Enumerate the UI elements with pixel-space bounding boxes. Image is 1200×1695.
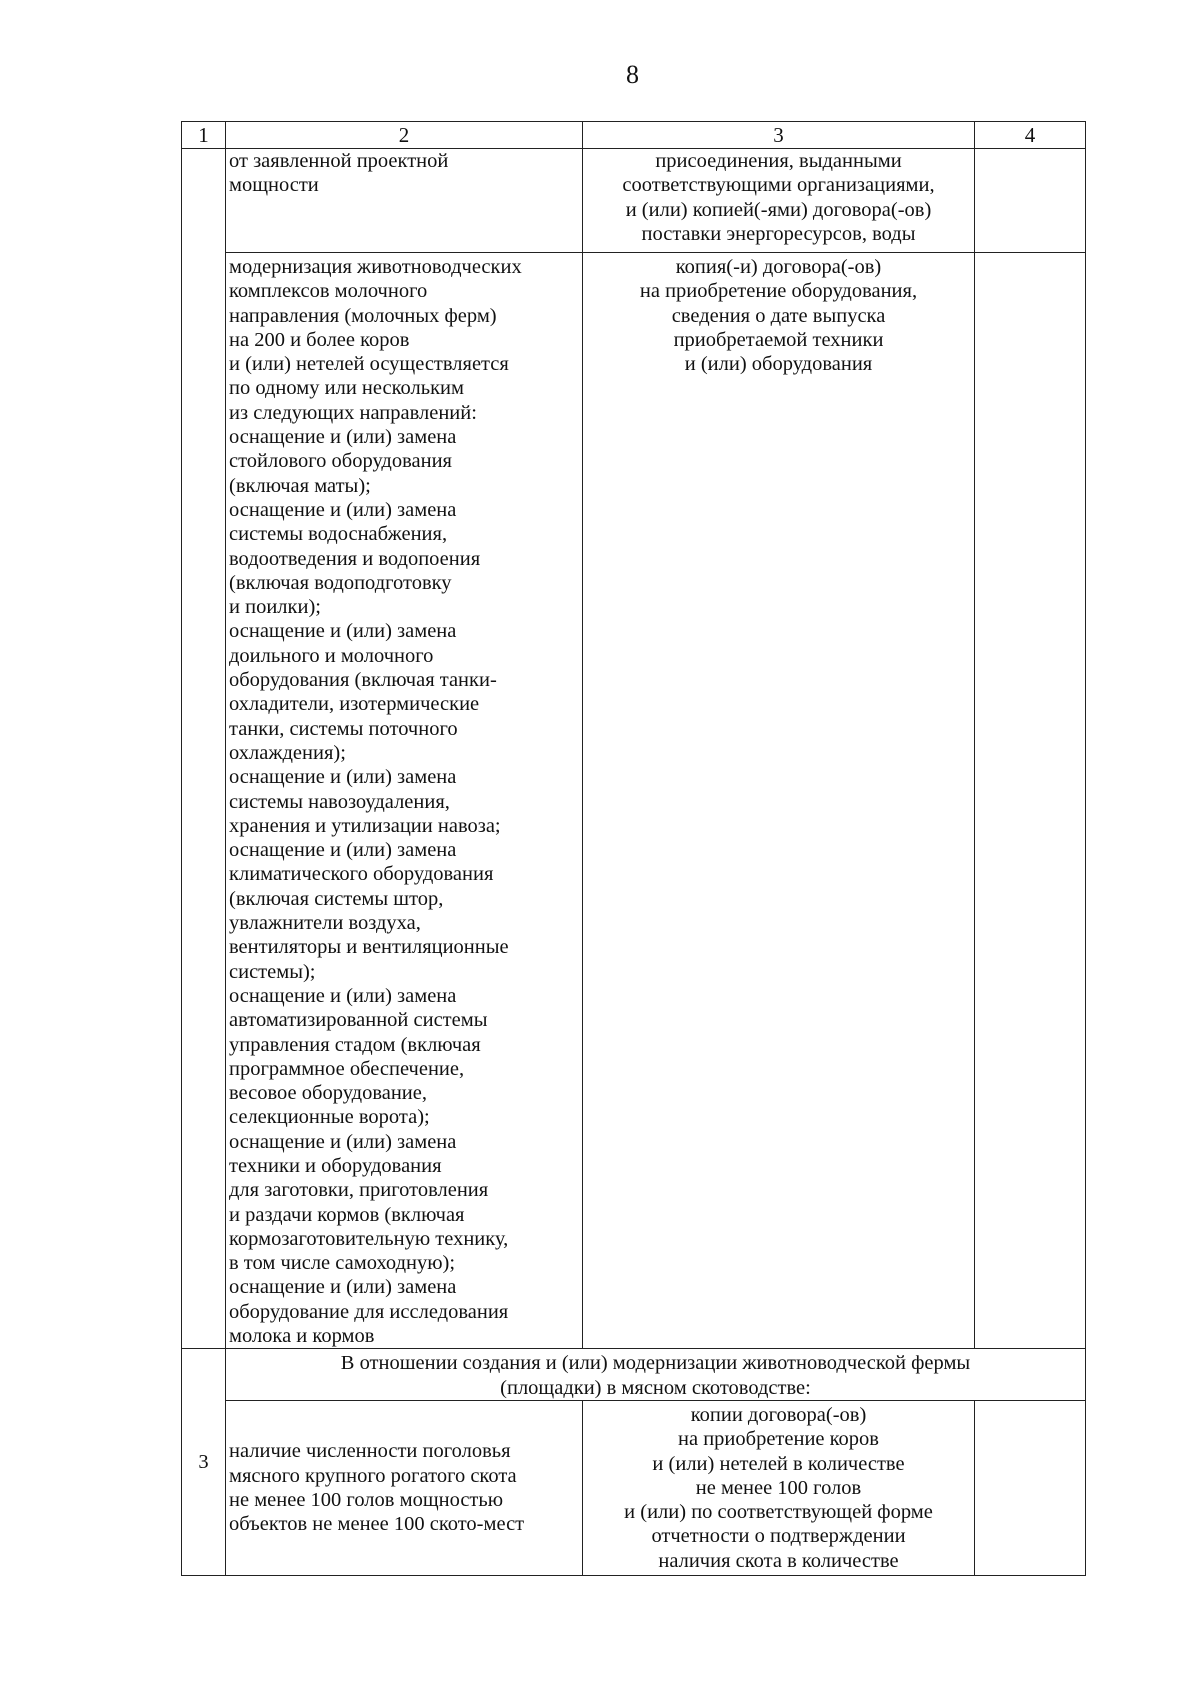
documents-cell: копии договора(-ов) на приобретение коров и (или) нетелей в количестве не менее 100 голов и (или) по соответствующей форме отчетности о подтверждении наличия скота в количестве [583, 1400, 975, 1575]
header-col-2: 2 [226, 122, 583, 149]
notes-cell [975, 253, 1086, 1349]
notes-cell [975, 149, 1086, 253]
criteria-cell: от заявленной проектной мощности [226, 149, 583, 253]
criteria-cell: наличие численности поголовья мясного крупного рогатого скота не менее 100 голов мощностью объектов не менее 100 ското-мест [226, 1400, 583, 1575]
documents-cell: присоединения, выданными соответствующими организациями, и (или) копией(-ями) договора(-ов) поставки энергоресурсов, воды [583, 149, 975, 253]
table-row [182, 149, 1086, 253]
table-header-row [182, 122, 1086, 149]
table-row [182, 253, 1086, 1349]
header-col-4: 4 [975, 122, 1086, 149]
section-heading: В отношении создания и (или) модернизации животноводческой фермы (площадки) в мясном скотоводстве: [226, 1349, 1086, 1401]
header-col-3: 3 [583, 122, 975, 149]
header-col-1: 1 [182, 122, 226, 149]
page-number: 8 [626, 60, 639, 89]
empty-cell [182, 149, 226, 1349]
notes-cell [975, 1400, 1086, 1575]
requirements-table [181, 121, 1086, 1576]
documents-cell: копия(-и) договора(-ов) на приобретение оборудования, сведения о дате выпуска приобретаемой техники и (или) оборудования [583, 253, 975, 1349]
table-row [182, 1400, 1086, 1575]
criteria-cell: модернизация животноводческих комплексов молочного направления (молочных ферм) на 200 и более коров и (или) нетелей осуществляется по одному или нескольким из следующих направлений: оснащение и (или) замена стойлового оборудования (включая маты); оснащение и (или) замена системы водоснабжения, водоотведения и водопоения (включая водоподготовку и поилки); оснащение и (или) замена доильного и молочного оборудования (включая танки- охладители, изотермические танки, системы поточного охлаждения); оснащение и (или) замена системы навозоудаления, хранения и утилизации навоза; оснащение и (или) замена климатического оборудования (включая системы штор, увлажнители воздуха, вентиляторы и вентиляционные системы); оснащение и (или) замена автоматизированной системы управления стадом (включая программное обеспечение, весовое оборудование, селекционные ворота); оснащение и (или) замена техники и оборудования для заготовки, приготовления и раздачи кормов (включая кормозаготовительную технику, в том числе самоходную); оснащение и (или) замена оборудование для исследования молока и кормов [226, 253, 583, 1349]
table-row [182, 1349, 1086, 1401]
row-number: 3 [182, 1349, 226, 1576]
